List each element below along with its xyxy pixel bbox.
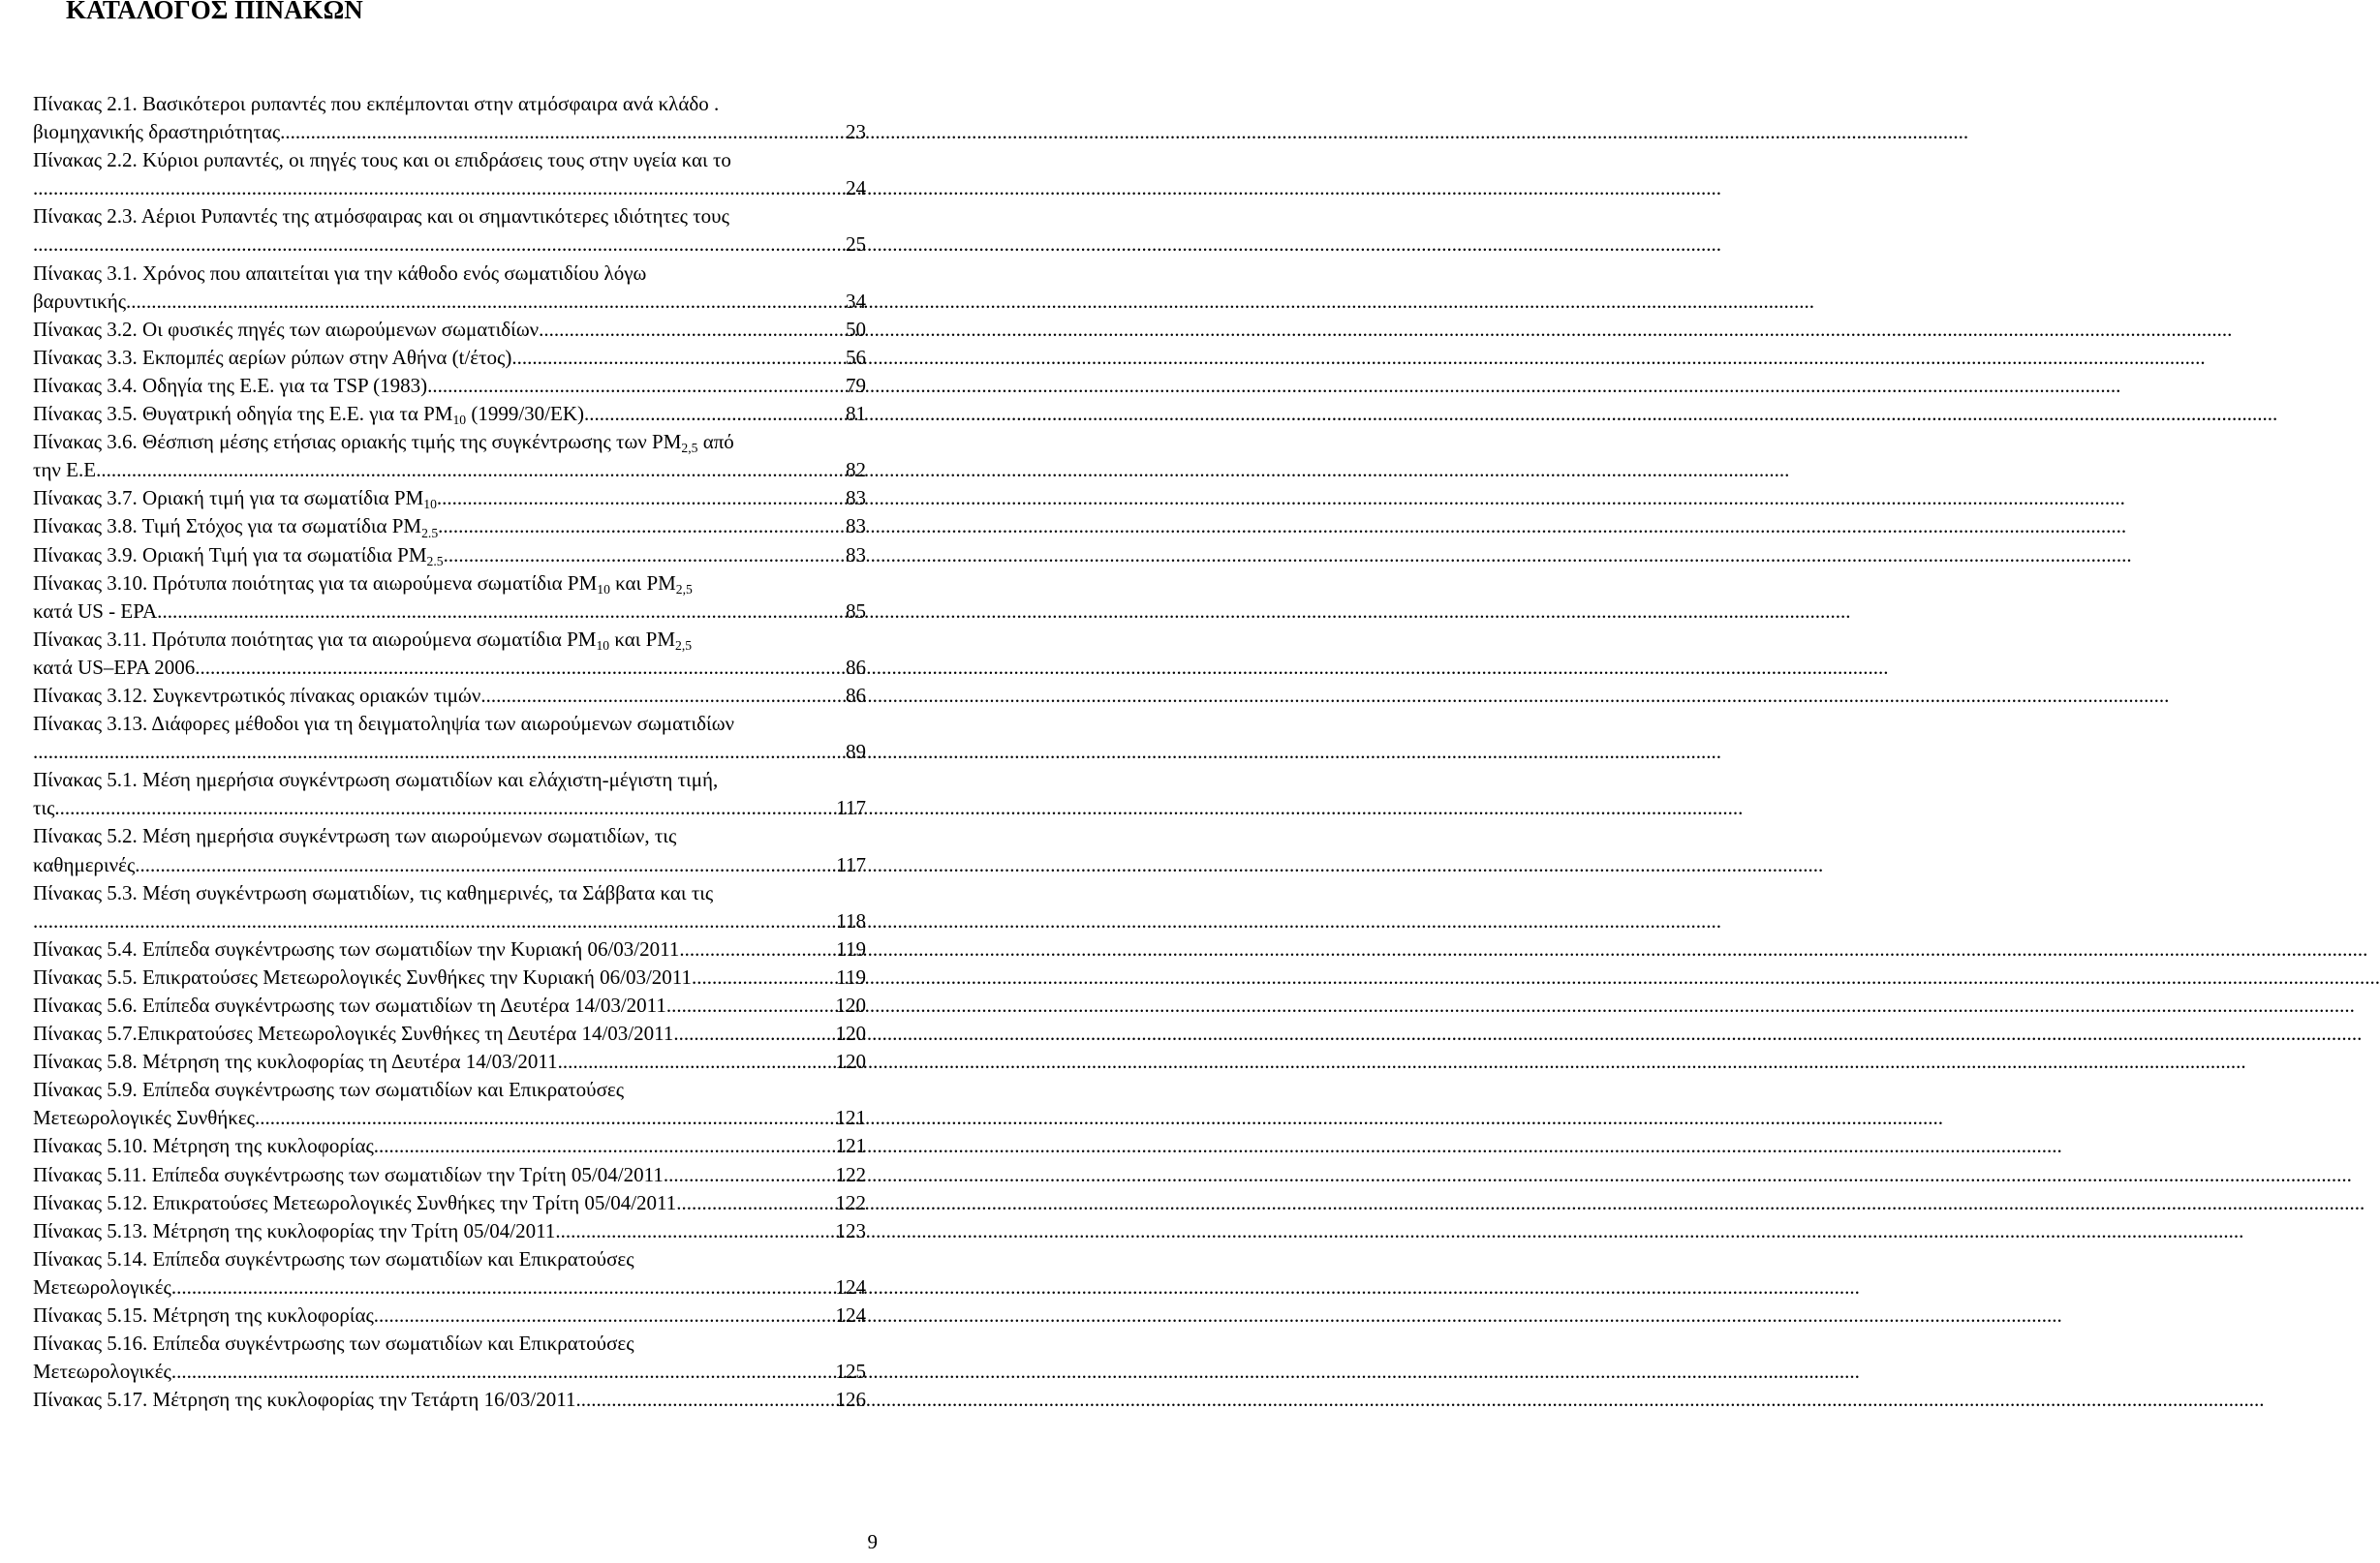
table-entry[interactable] (33, 1245, 866, 1302)
entry-label: Πίνακας 3.2. (33, 317, 143, 341)
dot-leader (679, 935, 836, 964)
entry-title: Θέσπιση μέσης ετήσιας οριακής τιμής της συγκέντρωσης των PM (142, 430, 682, 454)
dot-leader (444, 541, 846, 569)
entry-first-line (33, 146, 866, 174)
entry-title: Πρότυπα ποιότητας για τα αιωρούμενα σωματίδια PM (152, 570, 598, 595)
entry-leader-line (33, 1132, 866, 1160)
entry-leader-line (33, 288, 866, 316)
entry-title-continued: (1999/30/ΕΚ). (466, 402, 590, 426)
entry-leader-line (33, 400, 866, 428)
entry-text (33, 794, 54, 822)
entry-title: Αέριοι Ρυπαντές της ατμόσφαιρας και οι σημαντικότερες ιδιότητες τους (140, 204, 729, 229)
entry-leader-line (33, 541, 866, 569)
entry-label: Πίνακας 3.7. (33, 486, 143, 510)
dot-leader (374, 1302, 836, 1330)
entry-label: Πίνακας 5.14. (33, 1246, 153, 1271)
table-entry[interactable] (33, 1386, 866, 1414)
entry-text (33, 118, 280, 146)
entry-leader-line (33, 935, 866, 964)
dot-leader (555, 1217, 835, 1245)
entry-leader-line (33, 1048, 866, 1076)
entry-title: Μέτρηση της κυκλοφορίας (152, 1303, 374, 1328)
entry-page-number: 121 (835, 1106, 866, 1130)
entry-leader-line (33, 372, 866, 400)
entry-page-number: 56 (846, 345, 866, 369)
table-entry[interactable] (33, 1217, 866, 1245)
entry-page-number: 83 (846, 486, 866, 510)
dot-leader (171, 1273, 836, 1302)
entry-page-number: 124 (835, 1274, 866, 1299)
entry-text (33, 1358, 171, 1386)
entry-title: Επικρατούσες Μετεωρολογικές Συνθήκες τη Δευτέρα 14/03/2011 (137, 1022, 674, 1046)
entry-leader-line (33, 654, 866, 682)
entry-first-line (33, 1330, 866, 1358)
entry-first-line (33, 822, 866, 850)
entry-leader-line (33, 1386, 866, 1414)
entry-title: Τιμή Στόχος για τα σωματίδια PM (141, 514, 422, 538)
entry-leader-line (33, 1161, 866, 1189)
entry-title: Μέση ημερήσια συγκέντρωση των αιωρούμενων σωματιδίων, τις (142, 824, 677, 848)
entry-first-line (33, 202, 866, 230)
entry-first-line (33, 428, 866, 456)
entry-continuation: κατά US–EPA 2006. (33, 655, 201, 679)
table-entry[interactable] (33, 1330, 866, 1386)
dot-leader (101, 456, 846, 484)
dot-leader (432, 372, 846, 400)
entry-page-number: 126 (835, 1388, 866, 1412)
entry-label: Πίνακας 5.16. (33, 1332, 153, 1356)
entry-label: Πίνακας 5.12. (33, 1190, 153, 1214)
table-entry[interactable] (33, 1302, 866, 1330)
entry-leader-line (33, 484, 866, 512)
dot-leader (576, 1386, 836, 1414)
dot-leader (374, 1132, 836, 1160)
dot-leader (558, 1048, 836, 1076)
table-entry[interactable] (33, 146, 866, 202)
entry-first-line (33, 766, 866, 794)
entry-text (33, 1161, 664, 1189)
entry-title-continued: από (697, 430, 734, 454)
table-entry[interactable] (33, 484, 866, 512)
table-entry[interactable] (33, 202, 866, 259)
entry-label: Πίνακας 5.1. (33, 768, 143, 792)
entry-page-number: 86 (846, 683, 866, 707)
entry-label: Πίνακας 2.3. (33, 204, 141, 229)
entry-text (33, 1020, 673, 1048)
entry-page-number: 120 (835, 1050, 866, 1074)
entry-leader-line (33, 598, 866, 626)
entry-title: Επίπεδα συγκέντρωσης των σωματιδίων την Κυριακή 06/03/2011 (142, 936, 680, 961)
entry-label: Πίνακας 3.12. (33, 683, 153, 707)
entry-label: Πίνακας 3.9. (33, 542, 143, 567)
table-entry[interactable] (33, 1048, 866, 1076)
entry-continuation: Μετεωρολογικές (33, 1360, 171, 1384)
entry-leader-line (33, 738, 866, 766)
dot-leader (135, 851, 836, 879)
entry-leader-line (33, 1020, 866, 1048)
entry-page-number: 23 (846, 120, 866, 144)
page-title: ΚΑΤΑΛΟΓΟΣ ΠΙΝΑΚΩΝ (66, 0, 363, 24)
entry-first-line (33, 879, 866, 907)
entry-page-number: 34 (846, 289, 866, 313)
entry-text (33, 1217, 555, 1245)
entry-page-number: 120 (835, 1022, 866, 1046)
entry-leader-line (33, 851, 866, 879)
entry-title: Χρόνος που απαιτείται για την κάθοδο ενός σωματιδίου λόγω (142, 260, 647, 285)
entry-title: Οι φυσικές πηγές των αιωρούμενων σωματιδίων. (142, 317, 544, 341)
table-list (33, 90, 866, 1414)
entry-text (33, 288, 126, 316)
dot-leader (437, 484, 846, 512)
entry-page-number: 119 (836, 936, 866, 961)
table-entry[interactable] (33, 316, 866, 344)
entry-text (33, 964, 692, 992)
entry-leader-line (33, 230, 866, 259)
dot-leader (33, 907, 836, 935)
entry-title: Μέτρηση της κυκλοφορίας τη Δευτέρα 14/03/2011 (142, 1050, 558, 1074)
table-entry[interactable] (33, 372, 866, 400)
dot-leader (666, 992, 836, 1020)
entry-title: Μέτρηση της κυκλοφορίας (152, 1134, 374, 1158)
entry-first-line (33, 1076, 866, 1104)
dot-leader (126, 288, 846, 316)
entry-leader-line (33, 174, 866, 202)
entry-label: Πίνακας 5.4. (33, 936, 143, 961)
entry-page-number: 122 (835, 1190, 866, 1214)
entry-label: Πίνακας 5.11. (33, 1162, 152, 1186)
entry-leader-line (33, 682, 866, 710)
entry-label: Πίνακας 5.9. (33, 1078, 143, 1102)
entry-leader-line (33, 1104, 866, 1132)
entry-leader-line (33, 1358, 866, 1386)
dot-leader (673, 1020, 835, 1048)
entry-title: Πρότυπα ποιότητας για τα αιωρούμενα σωματίδια PM (151, 627, 597, 651)
entry-page-number: 79 (846, 373, 866, 397)
entry-leader-line (33, 118, 866, 146)
entry-label: Πίνακας 5.13. (33, 1218, 153, 1242)
table-entry[interactable] (33, 992, 866, 1020)
entry-subscript: 2,5 (675, 637, 693, 653)
table-entry[interactable] (33, 964, 866, 992)
entry-first-line (33, 710, 866, 738)
entry-title: Επίπεδα συγκέντρωσης των σωματιδίων τη Δευτέρα 14/03/2011 (142, 994, 666, 1017)
entry-leader-line (33, 1273, 866, 1302)
table-entry[interactable] (33, 822, 866, 878)
entry-title: Μέση συγκέντρωση σωματιδίων, τις καθημερινές, τα Σάββατα και τις (142, 880, 714, 904)
entry-text (33, 512, 438, 540)
entry-continuation: κατά US - EPA. (33, 598, 163, 623)
entry-title-continued: και PM (609, 627, 676, 651)
dot-leader (589, 400, 846, 428)
entry-title-tail: . (708, 92, 720, 115)
entry-text (33, 1302, 374, 1330)
entry-text (33, 654, 201, 682)
entry-label: Πίνακας 3.8. (33, 514, 142, 538)
entry-label: Πίνακας 5.6. (33, 994, 143, 1017)
entry-title: Επίπεδα συγκέντρωσης των σωματιδίων και Επικρατούσες (152, 1332, 634, 1356)
entry-text (33, 1132, 374, 1160)
table-entry[interactable] (33, 260, 866, 316)
entry-text (33, 316, 543, 344)
entry-title: Επικρατούσες Μετεωρολογικές Συνθήκες την Τρίτη 05/04/2011 (152, 1190, 677, 1214)
table-entry[interactable] (33, 1189, 866, 1217)
entry-page-number: 89 (846, 740, 866, 764)
table-entry[interactable] (33, 541, 866, 569)
entry-label: Πίνακας 3.10. (33, 570, 153, 595)
entry-title: Επίπεδα συγκέντρωσης των σωματιδίων την Τρίτη 05/04/2011 (151, 1162, 664, 1186)
entry-title: Διάφορες μέθοδοι για τη δειγματοληψία των αιωρούμενων σωματιδίων (151, 712, 735, 736)
entry-page-number: 124 (835, 1303, 866, 1328)
dot-leader (438, 512, 846, 540)
entry-title: Κύριοι ρυπαντές, οι πηγές τους και οι επιδράσεις τους στην υγεία και το (142, 148, 731, 172)
entry-text (33, 935, 679, 964)
entry-label: Πίνακας 3.13. (33, 712, 152, 736)
table-entry[interactable] (33, 1020, 866, 1048)
entry-leader-line (33, 794, 866, 822)
entry-label: Πίνακας 3.11. (33, 627, 152, 651)
entry-subscript: 10 (452, 413, 467, 428)
entry-continuation: βαρυντικής (33, 289, 127, 313)
entry-page-number: 121 (835, 1134, 866, 1158)
entry-title: Οδηγία της Ε.Ε. για τα TSP (1983). (142, 373, 433, 397)
entry-subscript: 2.5 (421, 525, 439, 540)
entry-first-line (33, 90, 866, 118)
entry-text (33, 598, 162, 626)
dot-leader (280, 118, 846, 146)
entry-continuation: βιομηχανικής δραστηριότητας (33, 120, 281, 144)
dot-leader (664, 1161, 836, 1189)
entry-leader-line (33, 964, 866, 992)
entry-subscript: 10 (596, 637, 610, 653)
page-number: 9 (867, 1530, 878, 1553)
entry-subscript: 2,5 (681, 441, 698, 456)
table-entry[interactable] (33, 1132, 866, 1160)
dot-leader (201, 654, 846, 682)
table-entry[interactable] (33, 569, 866, 626)
dot-leader (162, 598, 846, 626)
dot-leader (33, 738, 846, 766)
entry-leader-line (33, 344, 866, 372)
table-entry[interactable] (33, 1161, 866, 1189)
entry-text (33, 992, 666, 1020)
dot-leader (480, 682, 846, 710)
entry-text (33, 372, 432, 400)
table-entry[interactable] (33, 344, 866, 372)
entry-leader-line (33, 992, 866, 1020)
entry-title: Θυγατρική οδηγία της Ε.Ε. για τα PM (142, 402, 453, 426)
table-entry[interactable] (33, 512, 866, 540)
table-entry[interactable] (33, 766, 866, 822)
entry-label: Πίνακας 5.7. (33, 1022, 138, 1046)
entry-first-line (33, 626, 866, 654)
entry-label: Πίνακας 5.2. (33, 824, 143, 848)
entry-label: Πίνακας 2.1. (33, 92, 143, 115)
entry-leader-line (33, 1189, 866, 1217)
entry-leader-line (33, 907, 866, 935)
entry-title: Οριακή Τιμή για τα σωματίδια PM (142, 542, 427, 567)
entry-subscript: 10 (597, 581, 610, 597)
entry-continuation: την Ε.Ε. (33, 458, 102, 482)
entry-label: Πίνακας 5.15. (33, 1303, 153, 1328)
entry-continuation: Μετεωρολογικές (33, 1274, 171, 1299)
entry-page-number: 119 (836, 965, 866, 989)
dot-leader (517, 344, 846, 372)
entry-label: Πίνακας 3.6. (33, 430, 143, 454)
entry-page-number: 81 (846, 402, 866, 426)
entry-label: Πίνακας 3.1. (33, 260, 143, 285)
entry-page-number: 117 (836, 852, 866, 876)
table-entry[interactable] (33, 90, 866, 146)
entry-first-line (33, 260, 866, 288)
entry-title: Οριακή τιμή για τα σωματίδια PM (142, 486, 424, 510)
entry-page-number: 83 (846, 542, 866, 567)
entry-leader-line (33, 456, 866, 484)
entry-text (33, 1048, 558, 1076)
entry-label: Πίνακας 5.5. (33, 965, 143, 989)
entry-page-number: 86 (846, 655, 866, 679)
entry-page-number: 117 (836, 796, 866, 820)
entry-text (33, 344, 517, 372)
entry-subscript: 2,5 (675, 581, 693, 597)
entry-title: Μέτρηση της κυκλοφορίας την Τετάρτη 16/03/2011 (152, 1388, 576, 1412)
entry-leader-line (33, 512, 866, 540)
entry-page-number: 24 (846, 176, 866, 200)
entry-label: Πίνακας 5.17. (33, 1388, 153, 1412)
dot-leader (33, 230, 846, 259)
entry-page-number: 82 (846, 458, 866, 482)
entry-title: Μέτρηση της κυκλοφορίας την Τρίτη 05/04/2011 (152, 1218, 556, 1242)
entry-label: Πίνακας 5.10. (33, 1134, 153, 1158)
dot-leader (255, 1104, 835, 1132)
entry-title: Μέση ημερήσια συγκέντρωση σωματιδίων και ελάχιστη-μέγιστη τιμή, (142, 768, 719, 792)
table-entry[interactable] (33, 682, 866, 710)
entry-title: Βασικότεροι ρυπαντές που εκπέμπονται στην ατμόσφαιρα ανά κλάδο (142, 92, 709, 115)
entry-leader-line (33, 316, 866, 344)
entry-page-number: 83 (846, 514, 866, 538)
entry-label: Πίνακας 3.5. (33, 402, 143, 426)
entry-subscript: 2.5 (426, 553, 444, 568)
dot-leader (543, 316, 846, 344)
entry-page-number: 125 (835, 1360, 866, 1384)
entry-leader-line (33, 1217, 866, 1245)
entry-title: Συγκεντρωτικός πίνακας οριακών τιμών (152, 683, 481, 707)
entry-continuation: καθημερινές (33, 852, 136, 876)
entry-continuation: Μετεωρολογικές Συνθήκες (33, 1106, 256, 1130)
table-entry[interactable] (33, 879, 866, 935)
entry-first-line (33, 1245, 866, 1273)
entry-page-number: 123 (835, 1218, 866, 1242)
entry-text (33, 541, 444, 569)
table-entry[interactable] (33, 935, 866, 964)
entry-text (33, 400, 589, 428)
entry-page-number: 50 (846, 317, 866, 341)
dot-leader (676, 1189, 835, 1217)
entry-title-continued: και PM (609, 570, 676, 595)
entry-leader-line (33, 1302, 866, 1330)
dot-leader (33, 174, 846, 202)
entry-page-number: 122 (835, 1162, 866, 1186)
entry-text (33, 1104, 255, 1132)
table-entry[interactable] (33, 626, 866, 682)
entry-text (33, 682, 480, 710)
dot-leader (171, 1358, 836, 1386)
entry-continuation: τις (33, 796, 55, 820)
table-entry[interactable] (33, 400, 866, 428)
entry-label: Πίνακας 2.2. (33, 148, 143, 172)
entry-text (33, 851, 135, 879)
entry-label: Πίνακας 5.8. (33, 1050, 143, 1074)
table-entry[interactable] (33, 428, 866, 484)
dot-leader (54, 794, 836, 822)
entry-subscript: 10 (423, 497, 437, 512)
entry-title: Επίπεδα συγκέντρωσης των σωματιδίων και Επικρατούσες (142, 1078, 625, 1102)
entry-label: Πίνακας 5.3. (33, 880, 143, 904)
table-entry[interactable] (33, 710, 866, 766)
entry-title: Επίπεδα συγκέντρωσης των σωματιδίων και Επικρατούσες (152, 1246, 634, 1271)
dot-leader (692, 964, 836, 992)
entry-title: Επικρατούσες Μετεωρολογικές Συνθήκες την Κυριακή 06/03/2011 (142, 965, 693, 989)
entry-label: Πίνακας 3.3. (33, 345, 143, 369)
entry-text (33, 1273, 171, 1302)
entry-text (33, 484, 437, 512)
entry-page-number: 25 (846, 232, 866, 257)
entry-page-number: 85 (846, 598, 866, 623)
entry-page-number: 120 (835, 994, 866, 1017)
entry-page-number: 118 (836, 908, 866, 933)
entry-label: Πίνακας 3.4. (33, 373, 143, 397)
entry-first-line (33, 569, 866, 598)
entry-title: Εκπομπές αερίων ρύπων στην Αθήνα (t/έτος). (142, 345, 517, 369)
entry-text (33, 456, 101, 484)
entry-text (33, 1189, 676, 1217)
table-entry[interactable] (33, 1076, 866, 1132)
entry-text (33, 1386, 576, 1414)
